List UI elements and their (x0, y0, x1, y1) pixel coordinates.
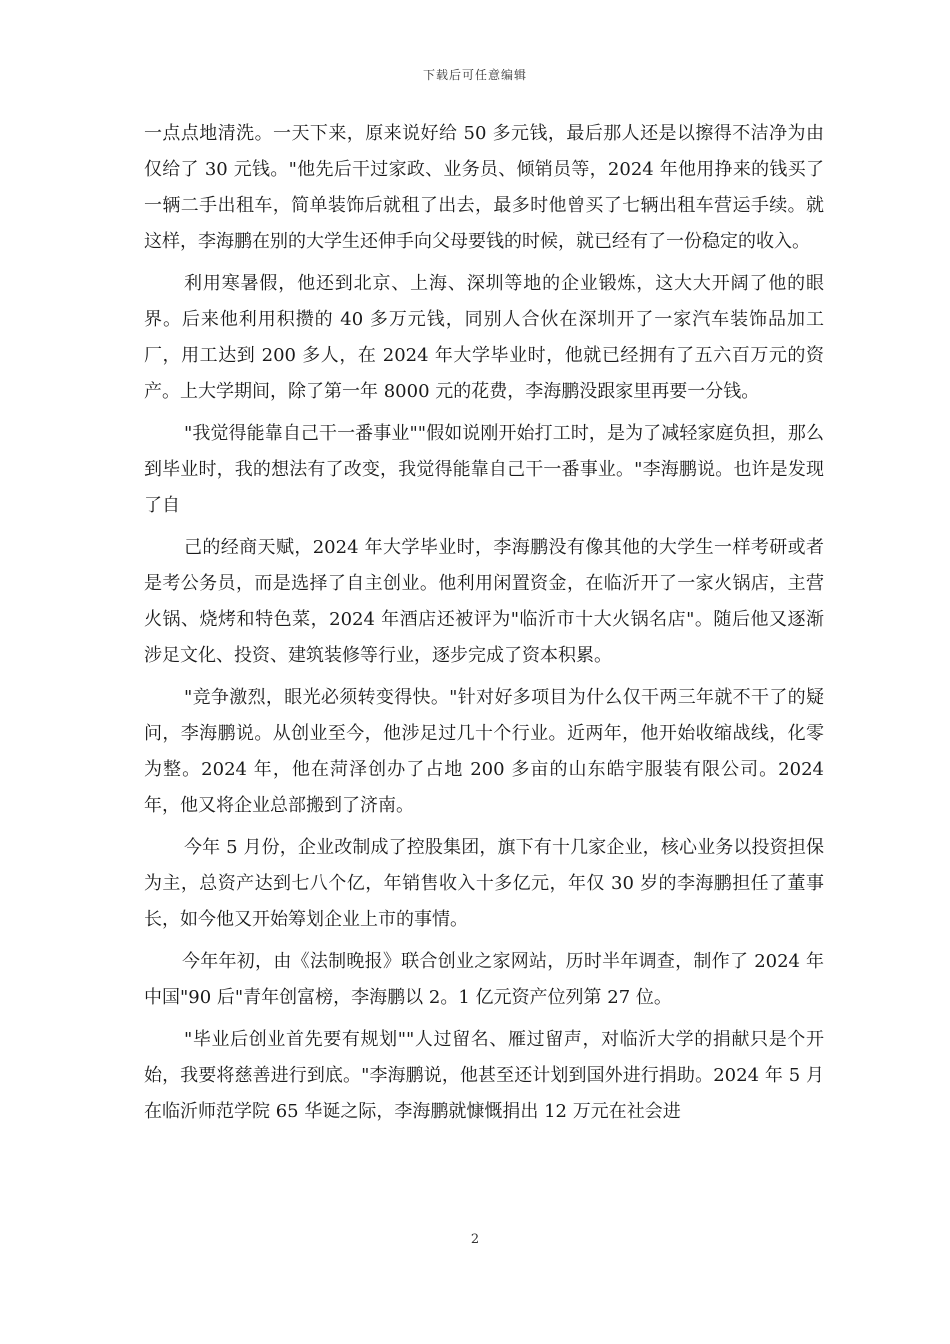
paragraph-8: "毕业后创业首先要有规划""人过留名、雁过留声，对临沂大学的捐献只是个开始，我要将慈善进行到底。"李海鹏说，他甚至还计划到国外进行捐助。2024 年 5 月在临沂师范学院 65 华诞之际，李海鹏就慷慨捐出 12 万元在社会进 (144, 1029, 824, 1122)
paragraph-6: 今年 5 月份，企业改制成了控股集团，旗下有十几家企业，核心业务以投资担保为主，总资产达到七八个亿，年销售收入十多亿元，年仅 30 岁的李海鹏担任了董事长，如今他又开始筹划企业上市的事情。 (144, 837, 824, 930)
document-body (144, 116, 824, 1136)
paragraph-2: 利用寒暑假，他还到北京、上海、深圳等地的企业锻炼，这大大开阔了他的眼界。后来他利用积攒的 40 多万元钱，同别人合伙在深圳开了一家汽车装饰品加工厂，用工达到 200 多人，在 2024 年大学毕业时，他就已经拥有了五六百万元的资产。上大学期间，除了第一年 8000 元的花费，李海鹏没跟家里再要一分钱。 (144, 273, 824, 402)
page-header: 下载后可任意编辑 (422, 68, 527, 82)
paragraph-7: 今年年初，由《法制晚报》联合创业之家网站，历时半年调查，制作了 2024 年中国"90 后"青年创富榜，李海鹏以 2。1 亿元资产位列第 27 位。 (144, 951, 824, 1008)
paragraph-1: 一点点地清洗。一天下来，原来说好给 50 多元钱，最后那人还是以擦得不洁净为由仅给了 30 元钱。"他先后干过家政、业务员、倾销员等，2024 年他用挣来的钱买了一辆二手出租车，简单装饰后就租了出去，最多时他曾买了七辆出租车营运手续。就这样，李海鹏在别的大学生还伸手向父母要钱的时候，就已经有了一份稳定的收入。 (144, 123, 824, 252)
page-number: 2 (470, 1232, 480, 1247)
paragraph-3: "我觉得能靠自己干一番事业""假如说刚开始打工时，是为了减轻家庭负担，那么到毕业时，我的想法有了改变，我觉得能靠自己干一番事业。"李海鹏说。也许是发现了自 (144, 423, 824, 516)
paragraph-4: 己的经商天赋，2024 年大学毕业时，李海鹏没有像其他的大学生一样考研或者是考公务员，而是选择了自主创业。他利用闲置资金，在临沂开了一家火锅店，主营火锅、烧烤和特色菜，2024 年酒店还被评为"临沂市十大火锅名店"。随后他又逐渐涉足文化、投资、建筑装修等行业，逐步完成了资本积累。 (144, 537, 824, 666)
paragraph-5: "竞争激烈，眼光必须转变得快。"针对好多项目为什么仅干两三年就不干了的疑问，李海鹏说。从创业至今，他涉足过几十个行业。近两年，他开始收缩战线，化零为整。2024 年，他在菏泽创办了占地 200 多亩的山东皓宇服装有限公司。2024 年，他又将企业总部搬到了济南。 (144, 687, 824, 816)
